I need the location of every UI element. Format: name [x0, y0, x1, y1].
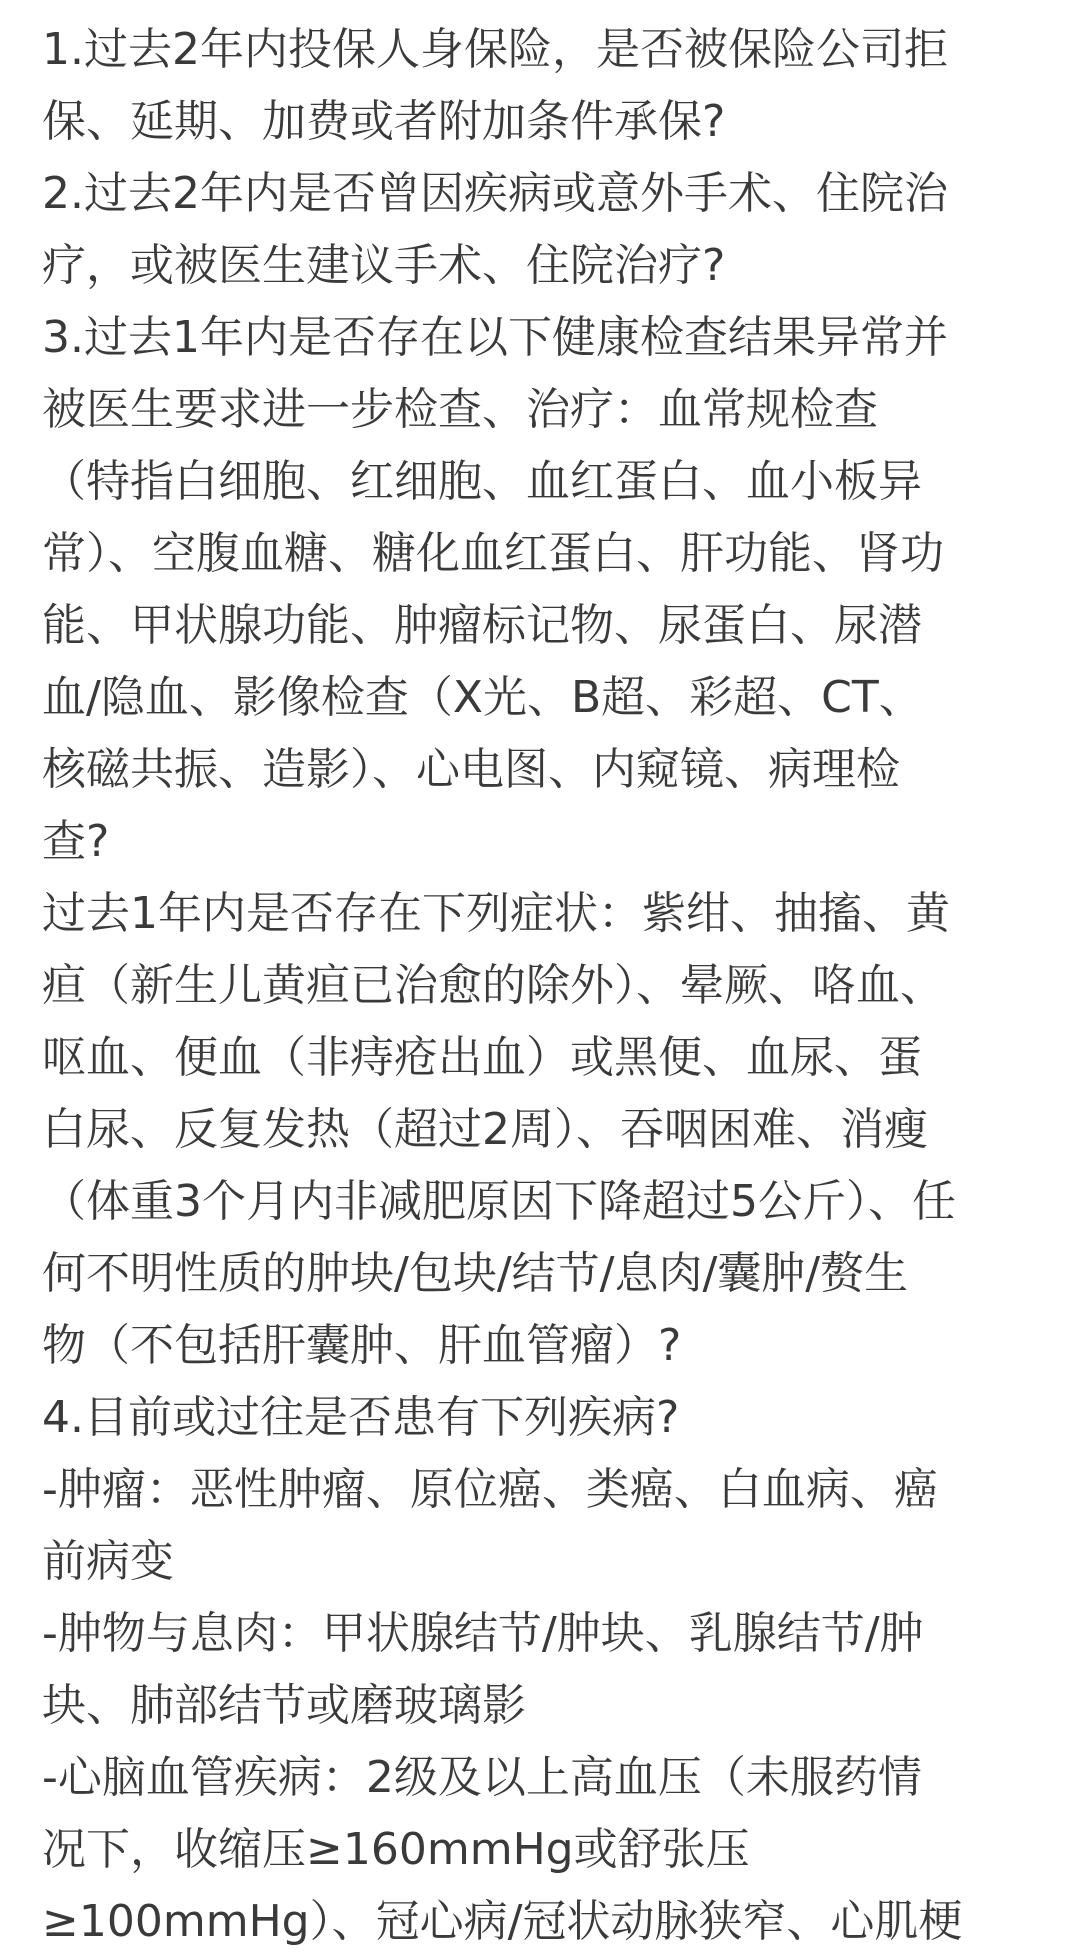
- text-line: ≥100mmHg）、冠心病/冠状动脉狭窄、心肌梗: [42, 1896, 963, 1947]
- text-line: -肿瘤：恶性肿瘤、原位癌、类癌、白血病、癌: [42, 1464, 938, 1515]
- health-questionnaire-text: [42, 14, 1042, 1957]
- text-line: 血/隐血、影像检查（X光、B超、彩超、CT、: [42, 672, 923, 723]
- text-line: 呕血、便血（非痔疮出血）或黑便、血尿、蛋: [42, 1032, 922, 1083]
- text-line: 前病变: [42, 1536, 174, 1587]
- text-line: 1.过去2年内投保人身保险，是否被保险公司拒: [42, 24, 948, 75]
- text-line: 何不明性质的肿块/包块/结节/息肉/囊肿/赘生: [42, 1248, 909, 1299]
- text-line: 过去1年内是否存在下列症状：紫绀、抽搐、黄: [42, 888, 950, 939]
- text-line: 常）、空腹血糖、糖化血红蛋白、肝功能、肾功: [42, 528, 944, 579]
- text-line: 物（不包括肝囊肿、肝血管瘤）?: [42, 1320, 682, 1371]
- text-line: 被医生要求进一步检查、治疗：血常规检查: [42, 384, 878, 435]
- text-line: 4.目前或过往是否患有下列疾病?: [42, 1392, 680, 1443]
- text-line: 核磁共振、造影）、心电图、内窥镜、病理检: [42, 744, 900, 795]
- text-line: （特指白细胞、红细胞、血红蛋白、血小板异: [42, 456, 922, 507]
- text-line: 块、肺部结节或磨玻璃影: [42, 1680, 526, 1731]
- text-line: -心脑血管疾病：2级及以上高血压（未服药情: [42, 1752, 922, 1803]
- text-line: （体重3个月内非减肥原因下降超过5公斤）、任: [42, 1176, 956, 1227]
- text-line: 保、延期、加费或者附加条件承保?: [42, 96, 726, 147]
- text-line: 况下，收缩压≥160mmHg或舒张压: [42, 1824, 750, 1875]
- text-line: 疗，或被医生建议手术、住院治疗?: [42, 240, 726, 291]
- text-line: 能、甲状腺功能、肿瘤标记物、尿蛋白、尿潜: [42, 600, 922, 651]
- text-line: 白尿、反复发热（超过2周）、吞咽困难、消瘦: [42, 1104, 928, 1155]
- text-line: 疸（新生儿黄疸已治愈的除外）、晕厥、咯血、: [42, 960, 944, 1011]
- text-line: 2.过去2年内是否曾因疾病或意外手术、住院治: [42, 168, 948, 219]
- text-line: 3.过去1年内是否存在以下健康检查结果异常并: [42, 312, 948, 363]
- text-line: 查?: [42, 816, 110, 867]
- text-line: -肿物与息肉：甲状腺结节/肿块、乳腺结节/肿: [42, 1608, 924, 1659]
